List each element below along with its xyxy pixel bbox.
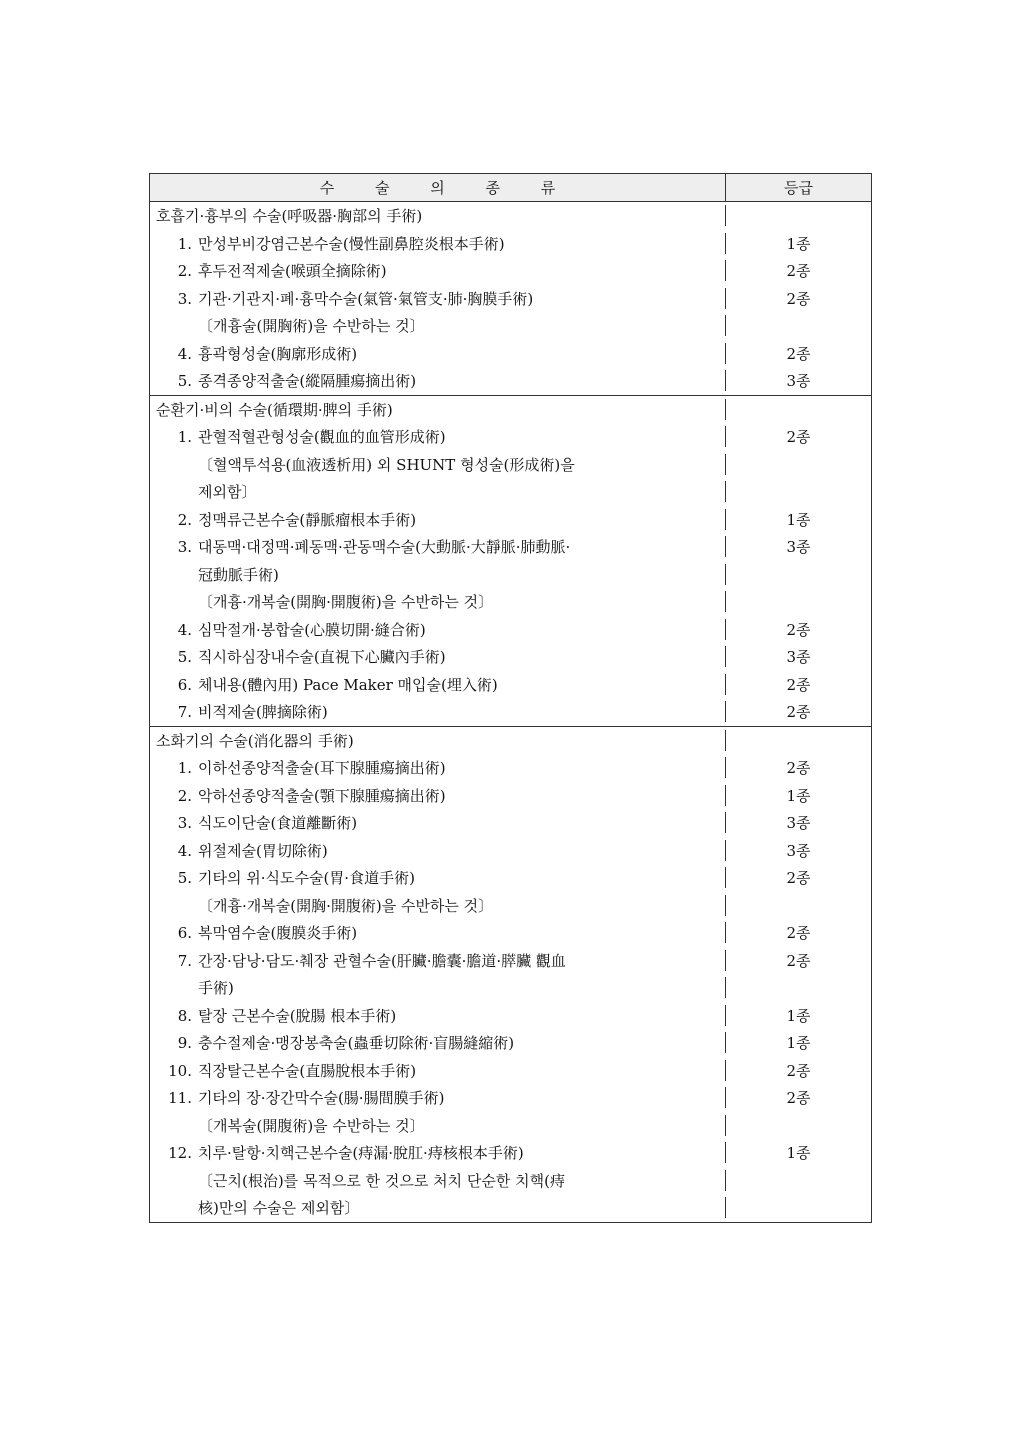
table-row-continuation [150,892,871,920]
item-number: 9. [177,1034,192,1053]
grade-cell: 2종 [786,924,811,943]
surgery-text-cell [150,867,726,888]
grade-cell: 3종 [786,648,811,667]
item-number: 5. [177,648,192,667]
surgery-text-cell [150,1170,726,1191]
table-body [150,202,871,1222]
surgery-name: 후두전적제술(喉頭全摘除術) [198,262,387,281]
section-title: 순환기·비의 수술(循環期·脾의 手術) [150,399,726,420]
grade-cell: 2종 [786,344,811,363]
surgery-text-cell [150,646,726,667]
surgery-text-cell [150,1142,726,1163]
table-row [150,809,871,837]
surgery-name: 만성부비강염근본수술(慢性副鼻腔炎根本手術) [198,234,505,253]
table-row-continuation [150,1167,871,1195]
surgery-text-cell [150,288,726,309]
table-row [150,643,871,671]
grade-cell: 3종 [786,372,811,391]
surgery-name: 직시하심장내수술(直視下心臟內手術) [198,648,446,667]
surgery-text-cell [150,509,726,530]
item-number: 12. [168,1144,192,1163]
table-row-continuation [150,1112,871,1140]
table-section [150,396,871,727]
surgery-text-cell [150,370,726,391]
item-number: 3. [177,289,192,308]
surgery-text-cell [150,895,726,916]
surgery-name: 核)만의 수술은 제외함〕 [198,1199,360,1218]
item-number: 10. [168,1061,192,1080]
table-row [150,1002,871,1030]
grade-cell: 3종 [786,841,811,860]
surgery-text-cell [150,785,726,806]
header-kind: 수 술 의 종 류 [150,174,726,201]
surgery-text-cell [150,233,726,254]
surgery-text-cell [150,536,726,557]
section-title-row [150,727,871,755]
surgery-text-cell [150,1060,726,1081]
header-grade: 등급 [784,179,813,197]
surgery-text-cell [150,591,726,612]
surgery-text-cell [150,1032,726,1053]
surgery-name: 비적제술(脾摘除術) [198,703,328,722]
surgery-name: 기관·기관지·폐·흉막수술(氣管·氣管支·肺·胸膜手術) [198,289,534,308]
surgery-text-cell [150,260,726,281]
grade-cell: 1종 [786,1006,811,1025]
item-number: 3. [177,538,192,557]
surgery-name: 식도이단술(食道離斷術) [198,814,358,833]
grade-cell: 2종 [786,759,811,778]
table-row-continuation [150,561,871,589]
surgery-text-cell [150,757,726,778]
surgery-name: 기타의 위·식도수술(胃·食道手術) [198,869,415,888]
table-row-continuation [150,974,871,1002]
table-section [150,727,871,1222]
surgery-name: 치루·탈항·치핵근본수술(痔漏·脫肛·痔核根本手術) [198,1144,524,1163]
item-number: 5. [177,869,192,888]
item-number: 2. [177,786,192,805]
table-row [150,947,871,975]
item-number: 2. [177,262,192,281]
surgery-name: 〔개흉술(開胸術)을 수반하는 것〕 [198,317,425,336]
table-row-continuation [150,1194,871,1222]
table-row [150,257,871,285]
item-number: 6. [177,924,192,943]
item-number: 4. [177,841,192,860]
item-number: 8. [177,1006,192,1025]
grade-cell: 2종 [786,703,811,722]
item-number: 11. [168,1089,192,1108]
surgery-text-cell [150,454,726,475]
table-row [150,230,871,258]
surgery-text-cell [150,564,726,585]
grade-cell: 1종 [786,1034,811,1053]
table-row [150,782,871,810]
surgery-name: 복막염수술(腹膜炎手術) [198,924,358,943]
table-row [150,285,871,313]
surgery-text-cell [150,343,726,364]
table-row [150,671,871,699]
surgery-name: 기타의 장·장간막수술(腸·腸間膜手術) [198,1089,445,1108]
surgery-name: 간장·담낭·담도·췌장 관혈수술(肝臟·膽囊·膽道·膵臟 觀血 [198,951,566,970]
surgery-name: 대동맥·대정맥·폐동맥·관동맥수술(大動脈·大靜脈·肺動脈· [198,538,571,557]
table-row [150,506,871,534]
surgery-name: 〔근치(根治)를 목적으로 한 것으로 처치 단순한 치핵(痔 [198,1171,565,1190]
section-title-row [150,202,871,230]
table-row [150,864,871,892]
surgery-text-cell [150,1115,726,1136]
item-number: 7. [177,951,192,970]
table-row [150,698,871,726]
item-number: 1. [177,759,192,778]
surgery-text-cell [150,812,726,833]
table-row [150,1139,871,1167]
item-number: 3. [177,814,192,833]
surgery-name: 체내용(體內用) Pace Maker 매입술(埋入術) [198,675,498,694]
item-number: 5. [177,372,192,391]
table-row [150,340,871,368]
surgery-name: 手術) [198,979,234,998]
table-row [150,533,871,561]
table-row [150,423,871,451]
item-number: 4. [177,620,192,639]
item-number: 1. [177,234,192,253]
grade-cell: 2종 [786,428,811,447]
table-row-continuation [150,312,871,340]
item-number: 4. [177,344,192,363]
surgery-name: 〔개흉·개복술(開胸·開腹術)을 수반하는 것〕 [198,593,494,612]
section-title: 소화기의 수술(消化器의 手術) [150,730,726,751]
surgery-text-cell [150,1087,726,1108]
grade-cell: 2종 [786,262,811,281]
table-row [150,1057,871,1085]
table-row [150,837,871,865]
surgery-name: 冠動脈手術) [198,565,279,584]
surgery-text-cell [150,1197,726,1218]
table-row [150,754,871,782]
surgery-name: 탈장 근본수술(脫腸 根本手術) [198,1006,397,1025]
table-row [150,367,871,395]
grade-cell: 3종 [786,538,811,557]
table-row [150,919,871,947]
grade-cell: 1종 [786,234,811,253]
table-section [150,202,871,396]
grade-cell: 1종 [786,510,811,529]
surgery-name: 직장탈근본수술(直腸脫根本手術) [198,1061,417,1080]
surgery-name: 〔개흉·개복술(開胸·開腹術)을 수반하는 것〕 [198,896,494,915]
surgery-text-cell [150,840,726,861]
surgery-name: 위절제술(胃切除術) [198,841,328,860]
grade-cell: 1종 [786,1144,811,1163]
surgery-name: 〔혈액투석용(血液透析用) 외 SHUNT 형성술(形成術)을 [198,455,575,474]
surgery-text-cell [150,701,726,722]
table-row [150,616,871,644]
grade-cell: 2종 [786,951,811,970]
grade-cell: 3종 [786,814,811,833]
grade-cell: 2종 [786,289,811,308]
section-title-row [150,396,871,424]
table-row [150,1084,871,1112]
table-row-continuation [150,588,871,616]
surgery-name: 제외함〕 [198,483,257,502]
surgery-name: 관혈적혈관형성술(觀血的血管形成術) [198,428,446,447]
surgery-name: 심막절개·봉합술(心膜切開·縫合術) [198,620,426,639]
table-row-continuation [150,451,871,479]
surgery-text-cell [150,674,726,695]
grade-cell: 2종 [786,1061,811,1080]
table-row-continuation [150,478,871,506]
item-number: 2. [177,510,192,529]
surgery-text-cell [150,922,726,943]
surgery-text-cell [150,950,726,971]
surgery-name: 악하선종양적출술(顎下腺腫瘍摘出術) [198,786,446,805]
item-number: 6. [177,675,192,694]
surgery-name: 충수절제술·맹장봉축술(蟲垂切除術·盲腸縫縮術) [198,1034,515,1053]
surgery-text-cell [150,315,726,336]
grade-cell: 2종 [786,869,811,888]
surgery-text-cell [150,977,726,998]
surgery-name: 정맥류근본수술(靜脈瘤根本手術) [198,510,417,529]
surgery-grade-table [149,173,872,1223]
section-title: 호흡기·흉부의 수술(呼吸器·胸部의 手術) [150,205,726,226]
surgery-name: 종격종양적출술(縱隔腫瘍摘出術) [198,372,417,391]
table-row [150,1029,871,1057]
surgery-text-cell [150,481,726,502]
surgery-name: 〔개복술(開腹術)을 수반하는 것〕 [198,1116,425,1135]
grade-cell: 2종 [786,1089,811,1108]
surgery-name: 이하선종양적출술(耳下腺腫瘍摘出術) [198,759,446,778]
table-header [150,174,871,202]
surgery-name: 흉곽형성술(胸廓形成術) [198,344,358,363]
surgery-text-cell [150,619,726,640]
grade-cell: 1종 [786,786,811,805]
item-number: 7. [177,703,192,722]
surgery-text-cell [150,1005,726,1026]
surgery-text-cell [150,426,726,447]
item-number: 1. [177,428,192,447]
grade-cell: 2종 [786,620,811,639]
grade-cell: 2종 [786,675,811,694]
